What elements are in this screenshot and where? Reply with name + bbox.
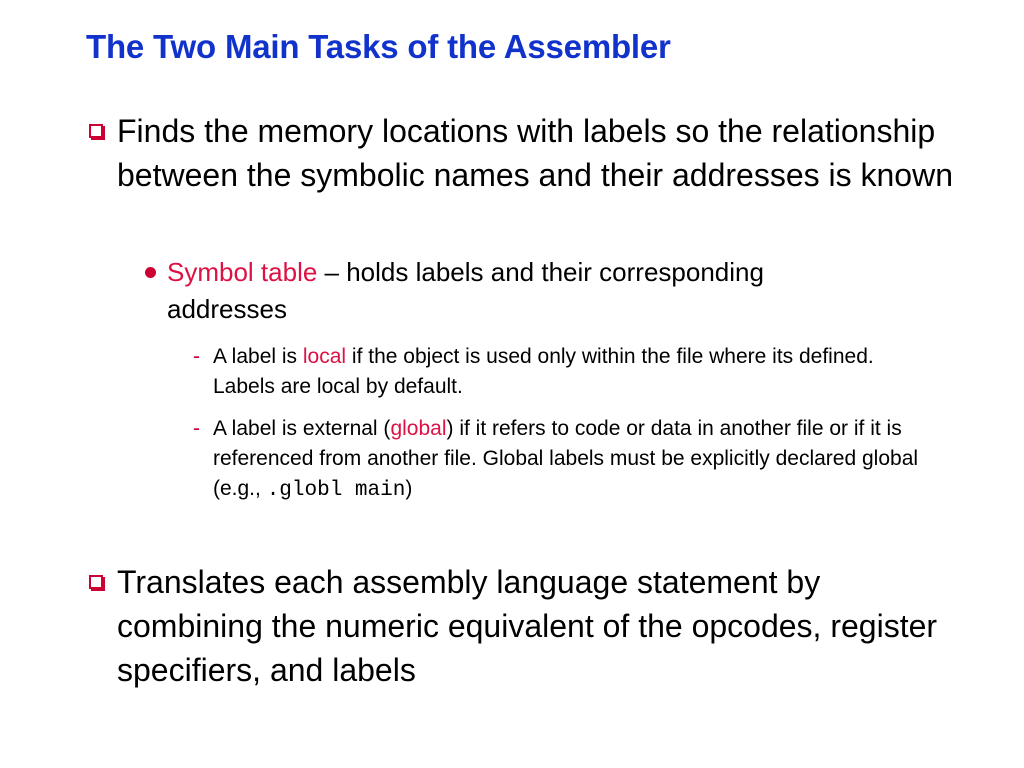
sub-sub-bullet-global [193,414,933,506]
symbol-table-term: Symbol table [167,257,318,287]
example-code: .globl main [266,479,406,502]
bullet-item-1 [117,109,957,197]
filled-circle-bullet-icon [145,267,156,278]
symbol-table-description: – holds labels and their corresponding addresses [167,257,764,324]
hollow-square-bullet-icon [89,575,103,589]
local-term: local [302,345,347,368]
dash-bullet-icon: - [193,345,200,368]
slide-title: The Two Main Tasks of the Assembler [86,28,671,65]
local-pre-text: A label is [213,345,303,368]
global-post-text: ) if it refers to code or data in another file or if it is referenced from another file. Global labels must be explicitly declared global [213,417,919,470]
bullet-item-2 [117,560,957,692]
example-post-text: ) [405,477,413,500]
local-post-text: if the object is used only within the file where its defined. Labels are local by default. [213,345,874,398]
bullet-item-1-text: Finds the memory locations with labels so the relationship between the symbolic names and their addresses is known [117,113,953,193]
global-term: global [390,417,447,440]
dash-bullet-icon: - [193,417,200,440]
hollow-square-bullet-icon [89,124,103,138]
global-pre-text: A label is external ( [213,417,391,440]
sub-sub-bullet-local [193,342,933,402]
example-pre-text: (e.g., [213,477,267,500]
sub-bullet-symbol-table [167,254,807,328]
bullet-item-2-text: Translates each assembly language statement by combining the numeric equivalent of the opcodes, register specifiers, and labels [117,564,938,688]
